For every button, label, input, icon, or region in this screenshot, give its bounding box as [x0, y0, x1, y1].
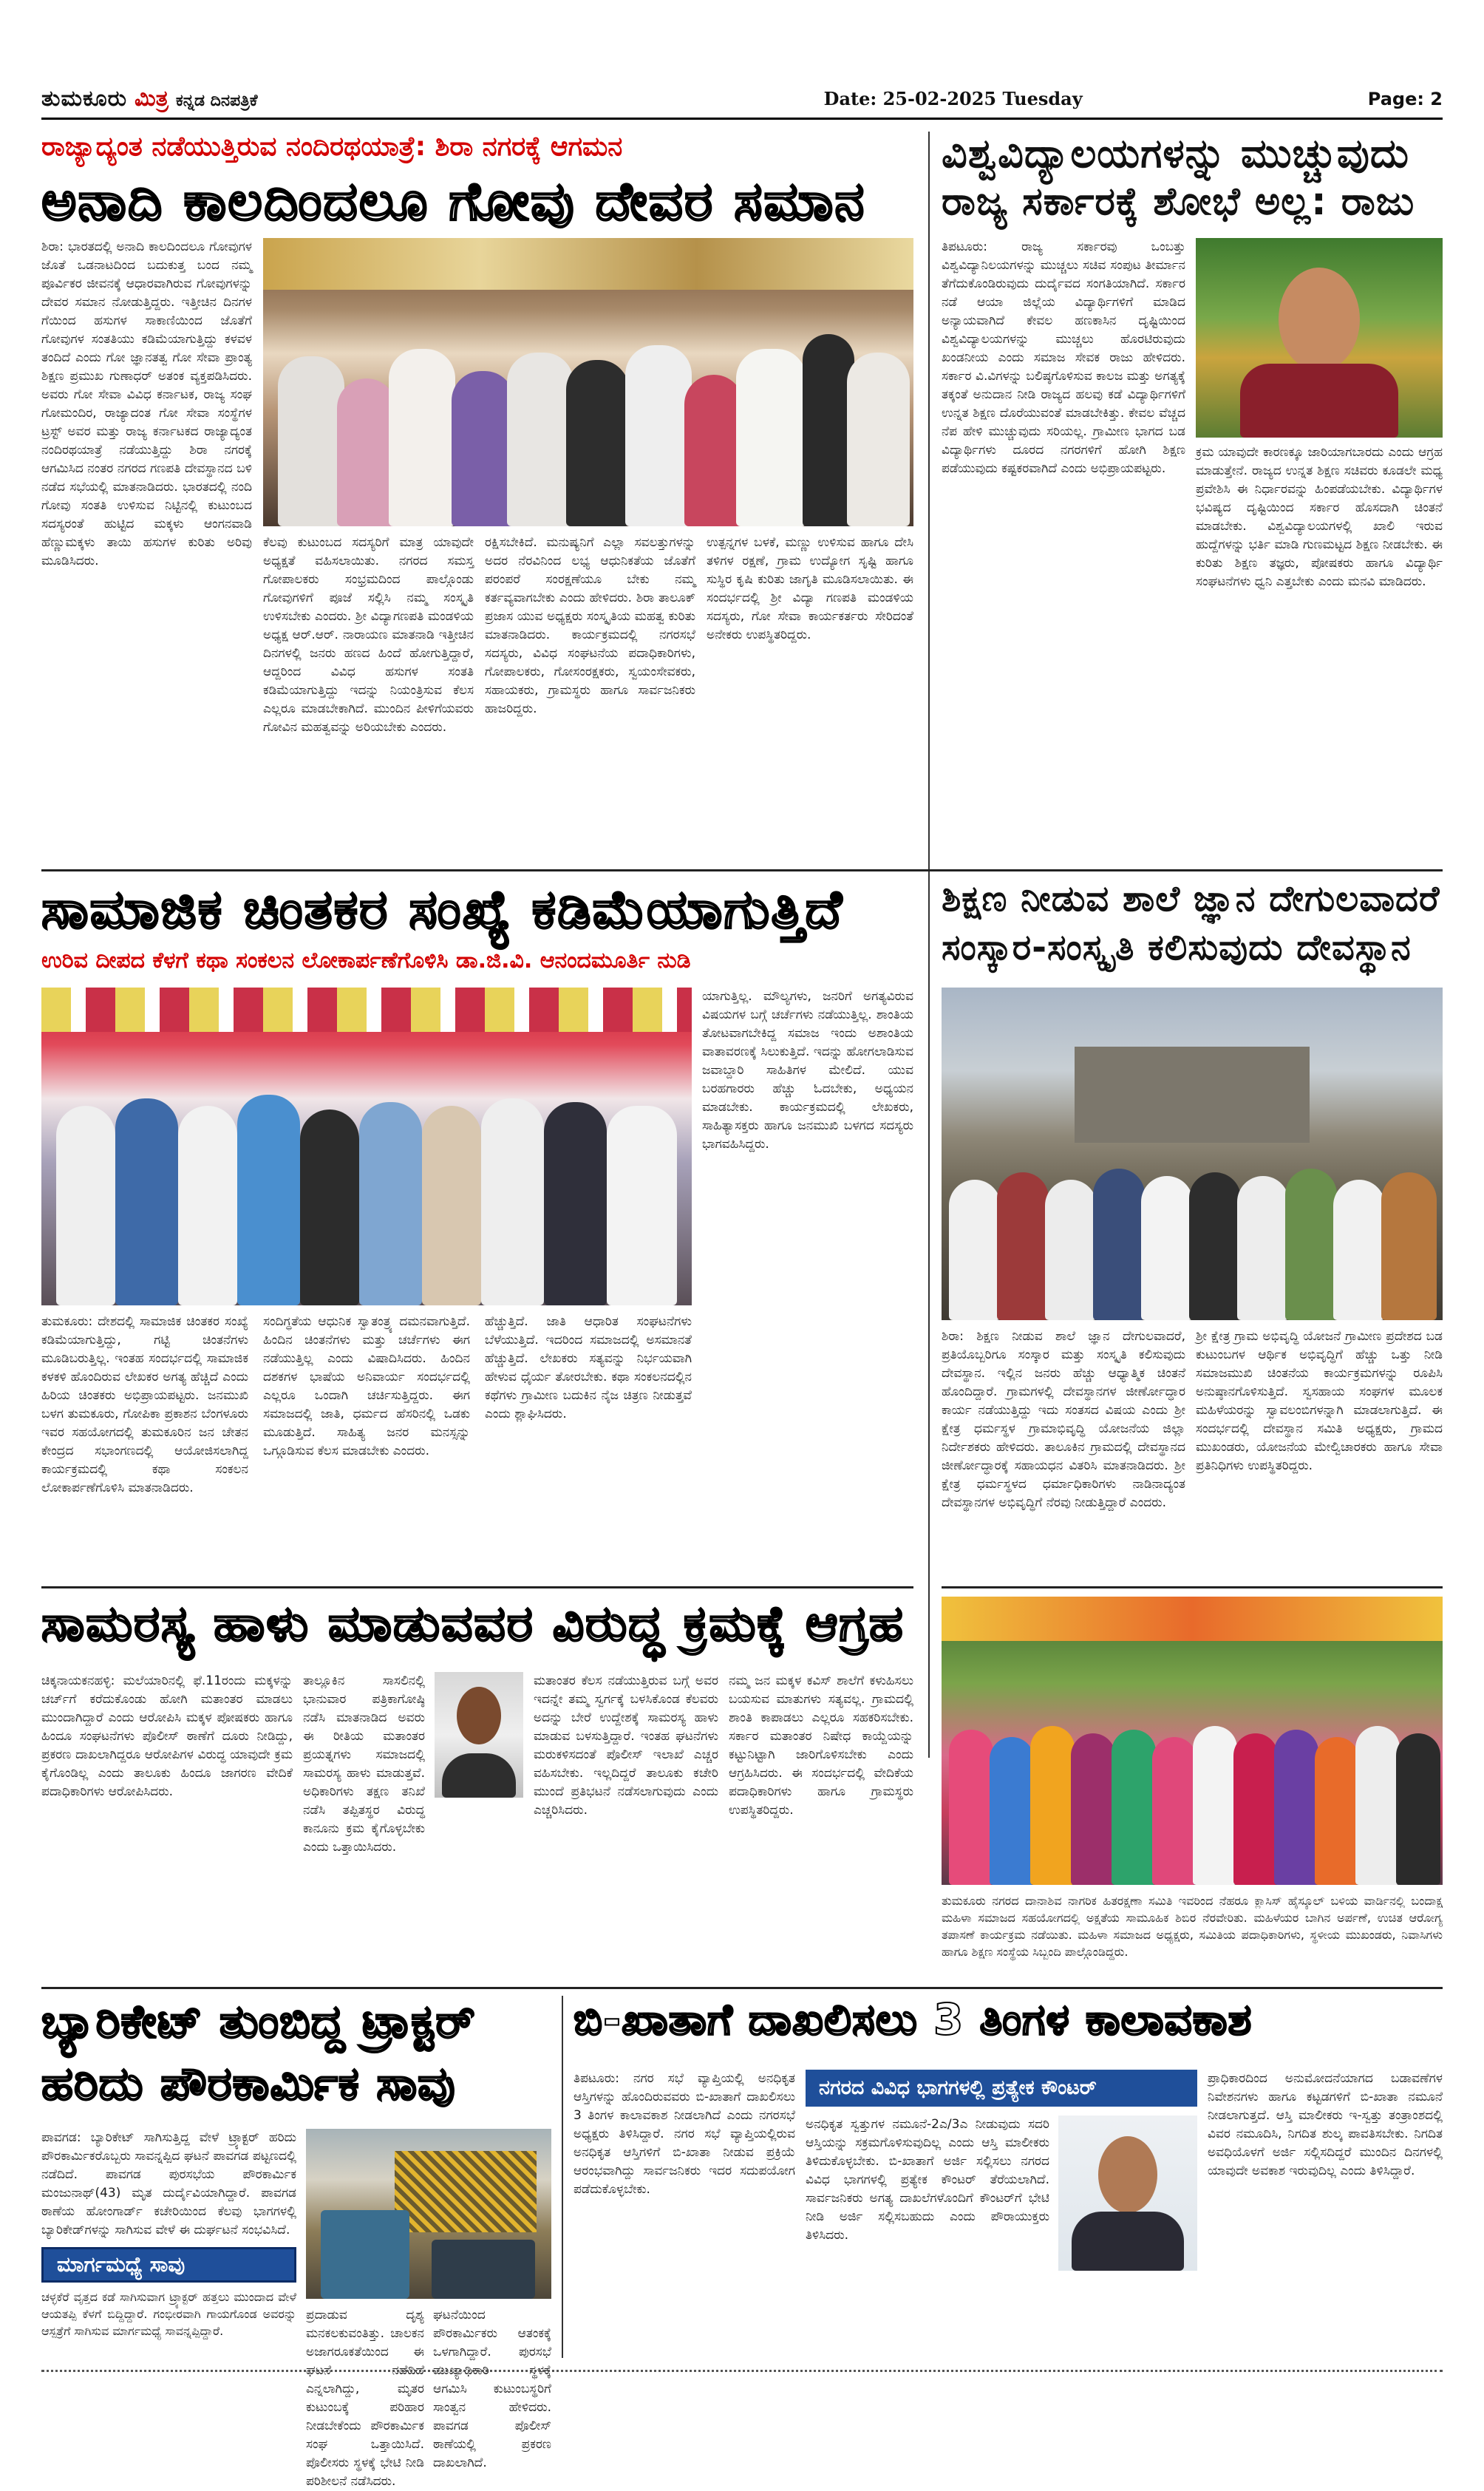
story7-column-1: ಪಾವಗಡ: ಬ್ಯಾರಿಕೇಟ್ ಸಾಗಿಸುತ್ತಿದ್ದ ವೇಳೆ ಟ್ರ್ಯಾಕ್ಟರ್ ಹರಿದು ಪೌರಕಾರ್ಮಿಕರೊಬ್ಬರು ಸಾವನ್ನಪ್ಪಿದ ಘಟನೆ ಪಾವಗಡ ಪಟ್ಟಣದಲ್ಲಿ ನಡೆದಿದೆ. ಪಾವಗಡ ಪುರಸಭೆಯ ಪೌರಕಾರ್ಮಿಕ ಮಂಜುನಾಥ್(43) ಮೃತ ದುರ್ದೈವಿಯಾಗಿದ್ದಾರೆ. ಪಾವಗಡ ಠಾಣೆಯ ಹೋಂಗಾರ್ಡ್ ಕಚೇರಿಯಿಂದ ಕೆಲವು ಭಾಗಗಳಲ್ಲಿ ಬ್ಯಾರಿಕೇಡ್‌ಗಳನ್ನು ಸಾಗಿಸುವ ವೇಳೆ ಈ ದುರ್ಘಟನೆ ಸಂಭವಿಸಿದೆ. — [41, 2130, 296, 2237]
story8-photo-official-portrait — [1058, 2116, 1197, 2271]
story7-sub-banner: ಮಾರ್ಗಮಧ್ಯೆ ಸಾವು — [41, 2247, 296, 2283]
story6-photo-women-group — [942, 1597, 1443, 1885]
story1-column-1: ಶಿರಾ: ಭಾರತದಲ್ಲಿ ಅನಾದಿ ಕಾಲದಿಂದಲೂ ಗೋವುಗಳ ಜೊತೆ ಒಡನಾಟದಿಂದ ಬದುಕುತ್ತ ಬಂದ ನಮ್ಮ ಪೂರ್ವಿಕರ ಜೀವನಕ್ಕೆ ಆಧಾರವಾಗಿರುವ ಗೋವುಗಳನ್ನು ದೇವರ ಸಮಾನ ನೋಡುತ್ತಿದ್ದರು. ಇತ್ತೀಚಿನ ದಿನಗಳ ಗೆಯಿಂದ ಹಸುಗಳ ಸಾಕಾಣಿಯಿಂದ ಜೊತೆಗೆ ಗೋವುಗಳ ಸಂತತಿಯು ಕಡಿಮೆಯಾಗುತ್ತಿದ್ದು ಕಳವಳ ತಂದಿದೆ ಎಂದು ಗೋ ಜ್ಞಾನತತ್ವ ಗೋ ಸೇವಾ ಪ್ರಾಂತ್ಯ ಶಿಕ್ಷಣ ಪ್ರಮುಖ ಗುಣಾಧರ್ ಅತಂಕ ವ್ಯಕ್ತಪಡಿಸಿದರು. ಅವರು ಗೋ ಸೇವಾ ವಿವಿಧ ಕರ್ನಾಟಕ, ರಾಜ್ಯ ಸಂಘ ಗೋಮಂದಿರ, ರಾಜ್ಯಾದಂತ ಗೋ ಸೇವಾ ಸಂಸ್ಥೆಗಳ ಟ್ರಸ್ಟ್ ಅವರ ಮತ್ತು ರಾಜ್ಯ ಕರ್ನಾಟಕದ ರಾಜ್ಯಾದ್ಯಂತ ನಂದಿರಥಯಾತ್ರೆ ನಡೆಯುತ್ತಿದ್ದು ಶಿರಾ ನಗರಕ್ಕೆ ಆಗಮಿಸಿದ ನಂತರ ನಗರದ ಗಣಪತಿ ದೇವಸ್ಥಾನದ ಬಳಿ ನಡೆದ ಸಭೆಯಲ್ಲಿ ಮಾತನಾಡಿದರು. ಭಾರತದಲ್ಲಿ ನಂದಿ ಗೋವು ಸಂತತಿ ಉಳಿಸುವ ನಿಟ್ಟಿನಲ್ಲಿ ಕುಟುಂಬದ ಸದಸ್ಯರಂತೆ ಹುಟ್ಟಿದ ಮಕ್ಕಳು ಆಂಗನವಾಡಿ ಹೆಣ್ಣುಮಕ್ಕಳು ತಾಯಿ ಹಸುಗಳ ಕುರಿತು ಅರಿವು ಮೂಡಿಸಿದರು. — [41, 239, 252, 568]
story1-headline: ಅನಾದಿ ಕಾಲದಿಂದಲೂ ಗೋವು ದೇವರ ಸಮಾನ — [41, 170, 866, 232]
brand-accent: ಮಿತ್ರ — [135, 86, 169, 112]
story8-column-1: ತಿಪಟೂರು: ನಗರ ಸಭೆ ವ್ಯಾಪ್ತಿಯಲ್ಲಿ ಅನಧಿಕೃತ ಆಸ್ತಿಗಳನ್ನು ಹೊಂದಿರುವವರು ಬಿ-ಖಾತಾಗೆ ದಾಖಲಿಸಲು 3 ತಿಂಗಳ ಕಾಲಾವಕಾಶ ನೀಡಲಾಗಿದೆ ಎಂದು ನಗರಸಭೆ ಅಧ್ಯಕ್ಷರು ತಿಳಿಸಿದ್ದಾರೆ. ನಗರ ಸಭೆ ವ್ಯಾಪ್ತಿಯಲ್ಲಿರುವ ಅನಧಿಕೃತ ಆಸ್ತಿಗಳಿಗೆ ಬಿ-ಖಾತಾ ನೀಡುವ ಪ್ರಕ್ರಿಯೆ ಆರಂಭವಾಗಿದ್ದು ಸಾರ್ವಜನಿಕರು ಇದರ ಸದುಪಯೋಗ ಪಡೆದುಕೊಳ್ಳಬೇಕು. — [573, 2071, 795, 2197]
section-rule — [942, 1586, 1443, 1588]
story1-column-4: ಉತ್ಪನ್ನಗಳ ಬಳಕೆ, ಮಣ್ಣು ಉಳಿಸುವ ಹಾಗೂ ದೇಸಿ ತಳಿಗಳ ರಕ್ಷಣೆ, ಗ್ರಾಮ ಉದ್ಯೋಗ ಸೃಷ್ಟಿ ಹಾಗೂ ಸುಸ್ಥಿರ ಕೃಷಿ ಕುರಿತು ಜಾಗೃತಿ ಮೂಡಿಸಲಾಯಿತು. ಈ ಸಂದರ್ಭದಲ್ಲಿ ಶ್ರೀ ವಿದ್ಯಾ ಗಣಪತಿ ಮಂಡಳಿಯ ಸದಸ್ಯರು, ಗೋ ಸೇವಾ ಕಾರ್ಯಕರ್ತರು ಸೇರಿದಂತೆ ಅನೇಕರು ಉಪಸ್ಥಿತರಿದ್ದರು. — [707, 535, 913, 642]
issue-date: Date: 25-02-2025 Tuesday — [823, 88, 1083, 109]
story1-column-1-continued — [41, 526, 252, 859]
story1-photo-cow-procession — [263, 238, 913, 526]
story4-column-2: ಶ್ರೀ ಕ್ಷೇತ್ರ ಗ್ರಾಮ ಅಭಿವೃದ್ಧಿ ಯೋಜನೆ ಗ್ರಾಮೀಣ ಪ್ರದೇಶದ ಬಡ ಕುಟುಂಬಗಳ ಆರ್ಥಿಕ ಅಭಿವೃದ್ಧಿಗೆ ಹೆಚ್ಚು ಒತ್ತು ನೀಡಿ ಸಮಾಜಮುಖಿ ಚಿಂತನೆಯ ಕಾರ್ಯಕ್ರಮಗಳನ್ನು ರೂಪಿಸಿ ಅನುಷ್ಠಾನಗೊಳಿಸುತ್ತಿದೆ. ಸ್ವಸಹಾಯ ಸಂಘಗಳ ಮೂಲಕ ಮಹಿಳೆಯರನ್ನು ಸ್ವಾವಲಂಬಿಗಳನ್ನಾಗಿ ಮಾಡಲಾಗುತ್ತಿದೆ. ಈ ಸಂದರ್ಭದಲ್ಲಿ ದೇವಸ್ಥಾನ ಸಮಿತಿ ಅಧ್ಯಕ್ಷರು, ಗ್ರಾಮದ ಮುಖಂಡರು, ಯೋಜನೆಯ ಮೇಲ್ವಿಚಾರಕರು ಹಾಗೂ ಸೇವಾ ಪ್ರತಿನಿಧಿಗಳು ಉಪಸ್ಥಿತರಿದ್ದರು. — [1196, 1329, 1443, 1473]
story3-column-1: ತುಮಕೂರು: ದೇಶದಲ್ಲಿ ಸಾಮಾಜಿಕ ಚಿಂತಕರ ಸಂಖ್ಯೆ ಕಡಿಮೆಯಾಗುತ್ತಿದ್ದು, ಗಟ್ಟಿ ಚಿಂತನೆಗಳು ಮೂಡಿಬರುತ್ತಿಲ್ಲ. ಇಂತಹ ಸಂದರ್ಭದಲ್ಲಿ ಸಾಮಾಜಿಕ ಕಳಕಳಿ ಹೊಂದಿರುವ ಲೇಖಕರ ಅಗತ್ಯ ಹೆಚ್ಚಿದೆ ಎಂದು ಹಿರಿಯ ಚಿಂತಕರು ಅಭಿಪ್ರಾಯಪಟ್ಟರು. ಜನಮುಖಿ ಬಳಗ ತುಮಕೂರು, ಗೋಪಿಕಾ ಪ್ರಕಾಶನ ಬೆಂಗಳೂರು ಇವರ ಸಹಯೋಗದಲ್ಲಿ ತುಮಕೂರಿನ ಜನ ಚೇತನ ಕೇಂದ್ರದ ಸಭಾಂಗಣದಲ್ಲಿ ಆಯೋಜಿಸಲಾಗಿದ್ದ ಕಾರ್ಯಕ್ರಮದಲ್ಲಿ ಕಥಾ ಸಂಕಲನ ಲೋಕಾರ್ಪಣೆಗೊಳಿಸಿ ಮಾತನಾಡಿದರು. — [41, 1314, 248, 1495]
story1-column-3: ರಕ್ಷಿಸಬೇಕಿದೆ. ಮನುಷ್ಯನಿಗೆ ಎಲ್ಲಾ ಸವಲತ್ತುಗಳನ್ನು ಅದರ ನೆರವಿನಿಂದ ಲಭ್ಯ ಆಧುನಿಕತೆಯ ಜೊತೆಗೆ ಪರಂಪರೆ ಸಂರಕ್ಷಣೆಯೂ ಬೇಕು ನಮ್ಮ ಕರ್ತವ್ಯವಾಗಬೇಕು ಎಂದು ಹೇಳಿದರು. ಶಿರಾ ತಾಲೂಕ್ ಪ್ರಜಾಸ ಯುವ ಅಧ್ಯಕ್ಷರು ಸಂಸ್ಕೃತಿಯ ಮಹತ್ವ ಕುರಿತು ಮಾತನಾಡಿದರು. ಕಾರ್ಯಕ್ರಮದಲ್ಲಿ ನಗರಸಭೆ ಸದಸ್ಯರು, ವಿವಿಧ ಸಂಘಟನೆಯ ಪದಾಧಿಕಾರಿಗಳು, ಗೋಪಾಲಕರು, ಗೋಸಂರಕ್ಷಕರು, ಸ್ವಯಂಸೇವಕರು, ಸಹಾಯಕರು, ಗ್ರಾಮಸ್ಥರು ಹಾಗೂ ಸಾರ್ವಜನಿಕರು ಹಾಜರಿದ್ದರು. — [485, 535, 695, 716]
story3-column-2: ಸಂದಿಗ್ಧತೆಯ ಆಧುನಿಕ ಸ್ವಾತಂತ್ರ್ಯ ದಮನವಾಗುತ್ತಿದೆ. ಹಿಂದಿನ ಚಿಂತನೆಗಳು ಮತ್ತು ಚರ್ಚೆಗಳು ಈಗ ನಡೆಯುತ್ತಿಲ್ಲ ಎಂದು ವಿಷಾದಿಸಿದರು. ಹಿಂದಿನ ದಶಕಗಳ ಭಾಷೆಯ ಅನಿವಾರ್ಯ ಸಂದರ್ಭದಲ್ಲಿ ಎಲ್ಲರೂ ಒಂದಾಗಿ ಚರ್ಚಿಸುತ್ತಿದ್ದರು. ಈಗ ಸಮಾಜದಲ್ಲಿ ಜಾತಿ, ಧರ್ಮದ ಹೆಸರಿನಲ್ಲಿ ಒಡಕು ಮೂಡುತ್ತಿದೆ. ಸಾಹಿತ್ಯ ಜನರ ಮನಸ್ಸನ್ನು ಒಗ್ಗೂಡಿಸುವ ಕೆಲಸ ಮಾಡಬೇಕು ಎಂದರು. — [263, 1314, 470, 1458]
story8-headline: ಬಿ-ಖಾತಾಗೆ ದಾಖಲಿಸಲು 3 ತಿಂಗಳ ಕಾಲಾವಕಾಶ — [573, 1994, 1253, 2045]
story3-kicker: ಉರಿವ ದೀಪದ ಕೆಳಗೆ ಕಥಾ ಸಂಕಲನ ಲೋಕಾರ್ಪಣೆಗೊಳಿಸಿ ಡಾ.ಜಿ.ವಿ. ಆನಂದಮೂರ್ತಿ ನುಡಿ — [41, 948, 691, 973]
story1-kicker: ರಾಜ್ಯಾದ್ಯಂತ ನಡೆಯುತ್ತಿರುವ ನಂದಿರಥಯಾತ್ರೆ: ಶಿರಾ ನಗರಕ್ಕೆ ಆಗಮನ — [41, 132, 623, 162]
page-number: Page: 2 — [1367, 88, 1443, 109]
story8-column-2: ಅನಧಿಕೃತ ಸ್ವತ್ತುಗಳ ನಮೂನೆ-2ಎ/3ಎ ನೀಡುವುದು ಸದರಿ ಆಸ್ತಿಯನ್ನು ಸಕ್ರಮಗೊಳಿಸುವುದಿಲ್ಲ ಎಂದು ಆಸ್ತಿ ಮಾಲೀಕರು ತಿಳಿದುಕೊಳ್ಳಬೇಕು. ಬಿ-ಖಾತಾಗೆ ಅರ್ಜಿ ಸಲ್ಲಿಸಲು ನಗರದ ವಿವಿಧ ಭಾಗಗಳಲ್ಲಿ ಪ್ರತ್ಯೇಕ ಕೌಂಟರ್ ತೆರೆಯಲಾಗಿದೆ. ಸಾರ್ವಜನಿಕರು ಅಗತ್ಯ ದಾಖಲೆಗಳೊಂದಿಗೆ ಕೌಂಟರ್‌ಗೆ ಭೇಟಿ ನೀಡಿ ಅರ್ಜಿ ಸಲ್ಲಿಸಬಹುದು ಎಂದು ಪೌರಾಯುಕ್ತರು ತಿಳಿಸಿದರು. — [806, 2117, 1049, 2243]
story6-caption: ತುಮಕೂರು ನಗರದ ದಾನಾಶಿವ ನಾಗರಿಕ ಹಿತರಕ್ಷಣಾ ಸಮಿತಿ ಇವರಿಂದ ನೆಹರೂ ಕ್ಲಾಸಿಸ್ ಹೈಸ್ಕೂಲ್ ಬಳಿಯ ವಾರ್ಡಿನಲ್ಲಿ ಬಂದಾಕ್ಷ ಮಹಿಳಾ ಸಮಾಜದ ಸಹಯೋಗದಲ್ಲಿ ಅಕ್ಷತೆಯ ಸಾಮೂಹಿಕ ಶಿಬಿರ ನೆರವೇರಿತು. ಮಹಿಳೆಯರ ಬಾಗಿನ ಅರ್ಪಣೆ, ಉಚಿತ ಆರೋಗ್ಯ ತಪಾಸಣೆ ಕಾರ್ಯಕ್ರಮ ನಡೆಯಿತು. ಮಹಿಳಾ ಸಮಾಜದ ಅಧ್ಯಕ್ಷರು, ಸಮಿತಿಯ ಪದಾಧಿಕಾರಿಗಳು, ಸ್ಥಳೀಯ ಮುಖಂಡರು, ನಿವಾಸಿಗಳು ಹಾಗೂ ಶಿಕ್ಷಣ ಸಂಸ್ಥೆಯ ಸಿಬ್ಬಂದಿ ಪಾಲ್ಗೊಂಡಿದ್ದರು. — [942, 1894, 1443, 1959]
story2-headline-line1: ವಿಶ್ವವಿದ್ಯಾಲಯಗಳನ್ನು ಮುಚ್ಚುವುದು — [942, 130, 1409, 177]
section-rule — [41, 1987, 1443, 1989]
story5-column-2: ತಾಲ್ಲೂಕಿನ ಸಾಸಲಿನಲ್ಲಿ ಭಾನುವಾರ ಪತ್ರಿಕಾಗೋಷ್ಠಿ ನಡೆಸಿ ಮಾತನಾಡಿದ ಅವರು ಈ ರೀತಿಯ ಮತಾಂತರ ಪ್ರಯತ್ನಗಳು ಸಮಾಜದಲ್ಲಿ ಸಾಮರಸ್ಯ ಹಾಳು ಮಾಡುತ್ತವೆ. ಅಧಿಕಾರಿಗಳು ತಕ್ಷಣ ತನಿಖೆ ನಡೆಸಿ ತಪ್ಪಿತಸ್ಥರ ವಿರುದ್ಧ ಕಾನೂನು ಕ್ರಮ ಕೈಗೊಳ್ಳಬೇಕು ಎಂದು ಒತ್ತಾಯಿಸಿದರು. — [303, 1673, 425, 1855]
story3-photo-book-release — [41, 988, 692, 1305]
column-divider — [928, 132, 930, 1758]
story7-column-3: ಘಟನೆಯಿಂದ ಪೌರಕಾರ್ಮಿಕರು ಆತಂಕಕ್ಕೆ ಒಳಗಾಗಿದ್ದಾರೆ. ಪುರಸಭೆ ಮುಖ್ಯಾಧಿಕಾರಿ ಸ್ಥಳಕ್ಕೆ ಆಗಮಿಸಿ ಕುಟುಂಬಸ್ಥರಿಗೆ ಸಾಂತ್ವನ ಹೇಳಿದರು. ಪಾವಗಡ ಪೊಲೀಸ್ ಠಾಣೆಯಲ್ಲಿ ಪ್ರಕರಣ ದಾಖಲಾಗಿದೆ. — [433, 2308, 551, 2470]
story4-photo-temple-gathering — [942, 988, 1443, 1320]
page-footer-rule — [41, 2370, 1443, 2372]
story5-headline: ಸಾಮರಸ್ಯ ಹಾಳು ಮಾಡುವವರ ವಿರುದ್ಧ ಕ್ರಮಕ್ಕೆ ಆಗ್ರಹ — [41, 1595, 905, 1652]
story5-column-4: ನಮ್ಮ ಜನ ಮಕ್ಕಳ ಕವಿಸ್ ಶಾಲೆಗೆ ಕಳುಹಿಸಲು ಬಯಸುವ ಮಾತುಗಳು ಸತ್ಯವಲ್ಲ. ಗ್ರಾಮದಲ್ಲಿ ಶಾಂತಿ ಕಾಪಾಡಲು ಎಲ್ಲರೂ ಸಹಕರಿಸಬೇಕು. ಸರ್ಕಾರ ಮತಾಂತರ ನಿಷೇಧ ಕಾಯ್ದೆಯನ್ನು ಕಟ್ಟುನಿಟ್ಟಾಗಿ ಜಾರಿಗೊಳಿಸಬೇಕು ಎಂದು ಆಗ್ರಹಿಸಿದರು. ಈ ಸಂದರ್ಭದಲ್ಲಿ ವೇದಿಕೆಯ ಪದಾಧಿಕಾರಿಗಳು ಹಾಗೂ ಗ್ರಾಮಸ್ಥರು ಉಪಸ್ಥಿತರಿದ್ದರು. — [729, 1673, 913, 1818]
story3-headline: ಸಾಮಾಜಿಕ ಚಿಂತಕರ ಸಂಖ್ಯೆ ಕಡಿಮೆಯಾಗುತ್ತಿದೆ — [41, 878, 843, 940]
story5-column-3: ಮತಾಂತರ ಕೆಲಸ ನಡೆಯುತ್ತಿರುವ ಬಗ್ಗೆ ಅವರ ಇದನ್ನೇ ತಮ್ಮ ಸ್ವರ್ಗಕ್ಕೆ ಬಳಸಿಕೊಂಡ ಕೆಲವರು ಅದನ್ನು ಬೇರೆ ಉದ್ದೇಶಕ್ಕೆ ಸಾಮರಸ್ಯ ಹಾಳು ಮಾಡುವ ಬಳಸುತ್ತಿದ್ದಾರೆ. ಇಂತಹ ಘಟನೆಗಳು ಮರುಕಳಿಸದಂತೆ ಪೊಲೀಸ್ ಇಲಾಖೆ ಎಚ್ಚರ ವಹಿಸಬೇಕು. ಇಲ್ಲದಿದ್ದರೆ ತಾಲೂಕು ಕಚೇರಿ ಮುಂದೆ ಪ್ರತಿಭಟನೆ ನಡೆಸಲಾಗುವುದು ಎಂದು ಎಚ್ಚರಿಸಿದರು. — [534, 1673, 718, 1818]
brand-main: ತುಮಕೂರು — [41, 86, 128, 112]
story3-column-4-continued — [702, 1320, 913, 1579]
story2-column-2: ಕ್ರಮ ಯಾವುದೇ ಕಾರಣಕ್ಕೂ ಜಾರಿಯಾಗಬಾರದು ಎಂದು ಆಗ್ರಹ ಮಾಡುತ್ತೇನೆ. ರಾಜ್ಯದ ಉನ್ನತ ಶಿಕ್ಷಣ ಸಚಿವರು ಕೂಡಲೇ ಮಧ್ಯ ಪ್ರವೇಶಿಸಿ ಈ ನಿರ್ಧಾರವನ್ನು ಹಿಂಪಡೆಯಬೇಕು. ವಿದ್ಯಾರ್ಥಿಗಳ ಭವಿಷ್ಯದ ದೃಷ್ಟಿಯಿಂದ ಸರ್ಕಾರ ಹೊಸದಾಗಿ ಚಿಂತನೆ ಮಾಡಬೇಕು. ವಿಶ್ವವಿದ್ಯಾಲಯಗಳಲ್ಲಿ ಖಾಲಿ ಇರುವ ಹುದ್ದೆಗಳನ್ನು ಭರ್ತಿ ಮಾಡಿ ಗುಣಮಟ್ಟದ ಶಿಕ್ಷಣ ನೀಡಬೇಕು. ಈ ಕುರಿತು ಶಿಕ್ಷಣ ತಜ್ಞರು, ಪೋಷಕರು ಹಾಗೂ ವಿದ್ಯಾರ್ಥಿ ಸಂಘಟನೆಗಳು ಧ್ವನಿ ಎತ್ತಬೇಕು ಎಂದು ಮನವಿ ಮಾಡಿದರು. — [1196, 445, 1443, 589]
story3-column-3: ಹೆಚ್ಚುತ್ತಿದೆ. ಜಾತಿ ಆಧಾರಿತ ಸಂಘಟನೆಗಳು ಬೆಳೆಯುತ್ತಿದೆ. ಇದರಿಂದ ಸಮಾಜದಲ್ಲಿ ಅಸಮಾನತೆ ಹೆಚ್ಚುತ್ತಿದೆ. ಲೇಖಕರು ಸತ್ಯವನ್ನು ನಿರ್ಭಯವಾಗಿ ಹೇಳುವ ಧೈರ್ಯ ತೋರಬೇಕು. ಕಥಾ ಸಂಕಲನದಲ್ಲಿನ ಕಥೆಗಳು ಗ್ರಾಮೀಣ ಬದುಕಿನ ನೈಜ ಚಿತ್ರಣ ನೀಡುತ್ತವೆ ಎಂದು ಶ್ಲಾಘಿಸಿದರು. — [485, 1314, 692, 1421]
brand-sub: ಕನ್ನಡ ದಿನಪತ್ರಿಕೆ — [175, 92, 258, 110]
story2-headline-line2: ರಾಜ್ಯ ಸರ್ಕಾರಕ್ಕೆ ಶೋಭೆ ಅಲ್ಲ: ರಾಜು — [942, 180, 1415, 224]
story4-column-1: ಶಿರಾ: ಶಿಕ್ಷಣ ನೀಡುವ ಶಾಲೆ ಜ್ಞಾನ ದೇಗುಲವಾದರೆ, ಪ್ರತಿಯೊಬ್ಬರಿಗೂ ಸಂಸ್ಕಾರ ಮತ್ತು ಸಂಸ್ಕೃತಿ ಕಲಿಸುವುದು ದೇವಸ್ಥಾನ. ಇಲ್ಲಿನ ಜನರು ಹೆಚ್ಚು ಆಧ್ಯಾತ್ಮಿಕ ಚಿಂತನೆ ಹೊಂದಿದ್ದಾರೆ. ಗ್ರಾಮಗಳಲ್ಲಿ ದೇವಸ್ಥಾನಗಳ ಜೀರ್ಣೋದ್ಧಾರ ಕಾರ್ಯ ನಡೆಯುತ್ತಿದ್ದು ಇದು ಸಂತಸದ ವಿಷಯ ಎಂದು ಶ್ರೀ ಕ್ಷೇತ್ರ ಧರ್ಮಸ್ಥಳ ಗ್ರಾಮಾಭಿವೃದ್ಧಿ ಯೋಜನೆಯ ಜಿಲ್ಲಾ ನಿರ್ದೇಶಕರು ಹೇಳಿದರು. ತಾಲೂಕಿನ ಗ್ರಾಮದಲ್ಲಿ ದೇವಸ್ಥಾನದ ಜೀರ್ಣೋದ್ಧಾರಕ್ಕೆ ಸಹಾಯಧನ ವಿತರಿಸಿ ಮಾತನಾಡಿದರು. ಶ್ರೀ ಕ್ಷೇತ್ರ ಧರ್ಮಸ್ಥಳದ ಧರ್ಮಾಧಿಕಾರಿಗಳು ನಾಡಿನಾದ್ಯಂತ ದೇವಸ್ಥಾನಗಳ ಅಭಿವೃದ್ಧಿಗೆ ನೆರವು ನೀಡುತ್ತಿದ್ದಾರೆ ಎಂದರು. — [942, 1329, 1185, 1510]
story3-column-4: ಯಾಗುತ್ತಿಲ್ಲ. ಮೌಲ್ಯಗಳು, ಜನರಿಗೆ ಅಗತ್ಯವಿರುವ ವಿಷಯಗಳ ಬಗ್ಗೆ ಚರ್ಚೆಗಳು ನಡೆಯುತ್ತಿಲ್ಲ. ಶಾಂತಿಯ ತೋಟವಾಗಬೇಕಿದ್ದ ಸಮಾಜ ಇಂದು ಅಶಾಂತಿಯ ವಾತಾವರಣಕ್ಕೆ ಸಿಲುಕುತ್ತಿದೆ. ಇದನ್ನು ಹೋಗಲಾಡಿಸುವ ಜವಾಬ್ದಾರಿ ಸಾಹಿತಿಗಳ ಮೇಲಿದೆ. ಯುವ ಬರಹಗಾರರು ಹೆಚ್ಚು ಓದಬೇಕು, ಅಧ್ಯಯನ ಮಾಡಬೇಕು. ಕಾರ್ಯಕ್ರಮದಲ್ಲಿ ಲೇಖಕರು, ಸಾಹಿತ್ಯಾಸಕ್ತರು ಹಾಗೂ ಜನಮುಖಿ ಬಳಗದ ಸದಸ್ಯರು ಭಾಗವಹಿಸಿದ್ದರು. — [702, 989, 913, 1152]
story8-column-3: ಪ್ರಾಧಿಕಾರದಿಂದ ಅನುಮೋದನೆಯಾಗದ ಬಡಾವಣೆಗಳ ನಿವೇಶನಗಳು ಹಾಗೂ ಕಟ್ಟಡಗಳಿಗೆ ಬಿ-ಖಾತಾ ನಮೂನೆ ನೀಡಲಾಗುತ್ತದೆ. ಆಸ್ತಿ ಮಾಲೀಕರು ಇ-ಸ್ವತ್ತು ತಂತ್ರಾಂಶದಲ್ಲಿ ವಿವರ ನಮೂದಿಸಿ, ನಿಗದಿತ ಶುಲ್ಕ ಪಾವತಿಸಬೇಕು. ನಿಗದಿತ ಅವಧಿಯೊಳಗೆ ಅರ್ಜಿ ಸಲ್ಲಿಸದಿದ್ದರೆ ಮುಂದಿನ ದಿನಗಳಲ್ಲಿ ಯಾವುದೇ ಅವಕಾಶ ಇರುವುದಿಲ್ಲ ಎಂದು ತಿಳಿಸಿದ್ದಾರೆ. — [1208, 2071, 1443, 2178]
masthead — [41, 80, 1443, 120]
story7-headline-line2: ಹರಿದು ಪೌರಕಾರ್ಮಿಕ ಸಾವು — [41, 2056, 456, 2110]
story7-sub-column: ಚಳ್ಳಕೆರೆ ವೃತ್ತದ ಕಡೆ ಸಾಗಿಸುವಾಗ ಟ್ರ್ಯಾಕ್ಟರ್ ಹತ್ತಲು ಮುಂದಾದ ವೇಳೆ ಆಯತಪ್ಪಿ ಕೆಳಗೆ ಬಿದ್ದಿದ್ದಾರೆ. ಗಂಭೀರವಾಗಿ ಗಾಯಗೊಂಡ ಅವರನ್ನು ಆಸ್ಪತ್ರೆಗೆ ಸಾಗಿಸುವ ಮಾರ್ಗಮಧ್ಯೆ ಸಾವನ್ನಪ್ಪಿದ್ದಾರೆ. — [41, 2290, 296, 2338]
story4-headline-line2: ಸಂಸ್ಕಾರ-ಸಂಸ್ಕೃತಿ ಕಲಿಸುವುದು ದೇವಸ್ಥಾನ — [942, 927, 1412, 968]
story1-column-2: ಕೆಲವು ಕುಟುಂಬದ ಸದಸ್ಯರಿಗೆ ಮಾತ್ರ ಯಾವುದೇ ಅಧ್ಯಕ್ಷತೆ ವಹಿಸಲಾಯಿತು. ನಗರದ ಸಮಸ್ತ ಗೋಪಾಲಕರು ಸಂಭ್ರಮದಿಂದ ಪಾಲ್ಗೊಂಡು ಗೋವುಗಳಿಗೆ ಪೂಜೆ ಸಲ್ಲಿಸಿ ನಮ್ಮ ಸಂಸ್ಕೃತಿ ಉಳಿಸಬೇಕು ಎಂದರು. ಶ್ರೀ ವಿದ್ಯಾಗಣಪತಿ ಮಂಡಳಿಯ ಅಧ್ಯಕ್ಷ ಆರ್.ಆರ್. ನಾರಾಯಣ ಮಾತನಾಡಿ ಇತ್ತೀಚಿನ ದಿನಗಳಲ್ಲಿ ಜನರು ಹಣದ ಹಿಂದೆ ಹೋಗುತ್ತಿದ್ದಾರೆ, ಆದ್ದರಿಂದ ವಿವಿಧ ಹಸುಗಳ ಸಂತತಿ ಕಡಿಮೆಯಾಗುತ್ತಿದ್ದು ಇದನ್ನು ನಿಯಂತ್ರಿಸುವ ಕೆಲಸ ಎಲ್ಲರೂ ಮಾಡಬೇಕಾಗಿದೆ. ಮುಂದಿನ ಪೀಳಿಗೆಯವರು ಗೋವಿನ ಮಹತ್ವವನ್ನು ಅರಿಯಬೇಕು ಎಂದರು. — [263, 535, 474, 735]
column-divider — [562, 1996, 563, 2358]
story2-column-1: ತಿಪಟೂರು: ರಾಜ್ಯ ಸರ್ಕಾರವು ಒಂಬತ್ತು ವಿಶ್ವವಿದ್ಯಾನಿಲಯಗಳನ್ನು ಮುಚ್ಚಲು ಸಚಿವ ಸಂಪುಟ ತೀರ್ಮಾನ ತೆಗೆದುಕೊಂಡಿರುವುದು ದುರ್ದೈವದ ಸಂಗತಿಯಾಗಿದೆ. ಸರ್ಕಾರ ನಡೆ ಆಯಾ ಜಿಲ್ಲೆಯ ವಿದ್ಯಾರ್ಥಿಗಳಿಗೆ ಮಾಡಿದ ಅನ್ಯಾಯವಾಗಿದೆ ಕೇವಲ ಹಣಕಾಸಿನ ದೃಷ್ಟಿಯಿಂದ ವಿಶ್ವವಿದ್ಯಾಲಯಗಳನ್ನು ಮುಚ್ಚಲು ಹೊರಟಿರುವುದು ಖಂಡನೀಯ ಎಂದು ಸಮಾಜ ಸೇವಕ ರಾಜು ಹೇಳಿದರು. ಸರ್ಕಾರ ವಿ.ವಿಗಳನ್ನು ಬಲಿಷ್ಠಗೊಳಿಸುವ ಕಾಲಜ ಮತ್ತು ಅಗತ್ಯಕ್ಕೆ ತಕ್ಕಂತೆ ಅನುದಾನ ನೀಡಿ ರಾಜ್ಯದ ಹಲವು ಕಡೆ ವಿದ್ಯಾರ್ಥಿಗಳಿಗೆ ಉನ್ನತ ಶಿಕ್ಷಣ ದೊರೆಯುವಂತೆ ಮಾಡಬೇಕಿತ್ತು. ಕೇವಲ ವೆಚ್ಚದ ನೆಪ ಹೇಳಿ ಮುಚ್ಚುವುದು ಸರಿಯಲ್ಲ. ಗ್ರಾಮೀಣ ಭಾಗದ ಬಡ ವಿದ್ಯಾರ್ಥಿಗಳು ದೂರದ ನಗರಗಳಿಗೆ ಹೋಗಿ ಶಿಕ್ಷಣ ಪಡೆಯುವುದು ಕಷ್ಟಕರವಾಗಿದೆ ಎಂದು ಅಭಿಪ್ರಾಯಪಟ್ಟರು. — [942, 239, 1185, 476]
story7-column-2: ಪ್ರದಾಡುವ ದೃಶ್ಯ ಮನಕಲಕುವಂತಿತ್ತು. ಚಾಲಕನ ಅಜಾಗರೂಕತೆಯಿಂದ ಈ ಘಟನೆ ನಡೆದಿದೆ ಎನ್ನಲಾಗಿದ್ದು, ಮೃತರ ಕುಟುಂಬಕ್ಕೆ ಪರಿಹಾರ ನೀಡಬೇಕೆಂದು ಪೌರಕಾರ್ಮಿಕ ಸಂಘ ಒತ್ತಾಯಿಸಿದೆ. ಪೊಲೀಸರು ಸ್ಥಳಕ್ಕೆ ಭೇಟಿ ನೀಡಿ ಪರಿಶೀಲನೆ ನಡೆಸಿದರು. — [306, 2308, 424, 2489]
story2-photo-raju-portrait — [1196, 238, 1443, 438]
story5-column-1: ಚಿಕ್ಕನಾಯಕನಹಳ್ಳಿ: ಮಲೆಯಾರಿನಲ್ಲಿ ಫೆ.11ರಂದು ಮಕ್ಕಳನ್ನು ಚರ್ಚ್‌ಗೆ ಕರೆದುಕೊಂಡು ಹೋಗಿ ಮತಾಂತರ ಮಾಡಲು ಮುಂದಾಗಿದ್ದಾರೆ ಎಂದು ಆರೋಪಿಸಿ ಮಕ್ಕಳ ಪೋಷಕರು ಹಾಗೂ ಹಿಂದೂ ಸಂಘಟನೆಗಳು ಪೊಲೀಸ್ ಠಾಣೆಗೆ ದೂರು ನೀಡಿದ್ದು, ಪ್ರಕರಣ ದಾಖಲಾಗಿದ್ದರೂ ಆರೋಪಿಗಳ ವಿರುದ್ಧ ಯಾವುದೇ ಕ್ರಮ ಕೈಗೊಂಡಿಲ್ಲ ಎಂದು ತಾಲೂಕು ಹಿಂದೂ ಜಾಗರಣ ವೇದಿಕೆ ಪದಾಧಿಕಾರಿಗಳು ಆರೋಪಿಸಿದರು. — [41, 1673, 293, 1799]
brand — [41, 86, 258, 112]
story5-photo-portrait — [435, 1672, 523, 1798]
story5-column-2-continued — [435, 1805, 523, 1979]
section-rule — [41, 869, 1443, 871]
story7-photo-tractor — [306, 2129, 551, 2299]
story7-headline-line1: ಬ್ಯಾರಿಕೇಟ್ ತುಂಬಿದ್ದ ಟ್ರಾಕ್ಟರ್ — [41, 1994, 476, 2048]
section-rule — [41, 1586, 913, 1588]
story8-banner: ನಗರದ ವಿವಿಧ ಭಾಗಗಳಲ್ಲಿ ಪ್ರತ್ಯೇಕ ಕೌಂಟರ್ — [806, 2070, 1197, 2107]
story4-headline-line1: ಶಿಕ್ಷಣ ನೀಡುವ ಶಾಲೆ ಜ್ಞಾನ ದೇಗುಲವಾದರೆ — [942, 878, 1440, 920]
